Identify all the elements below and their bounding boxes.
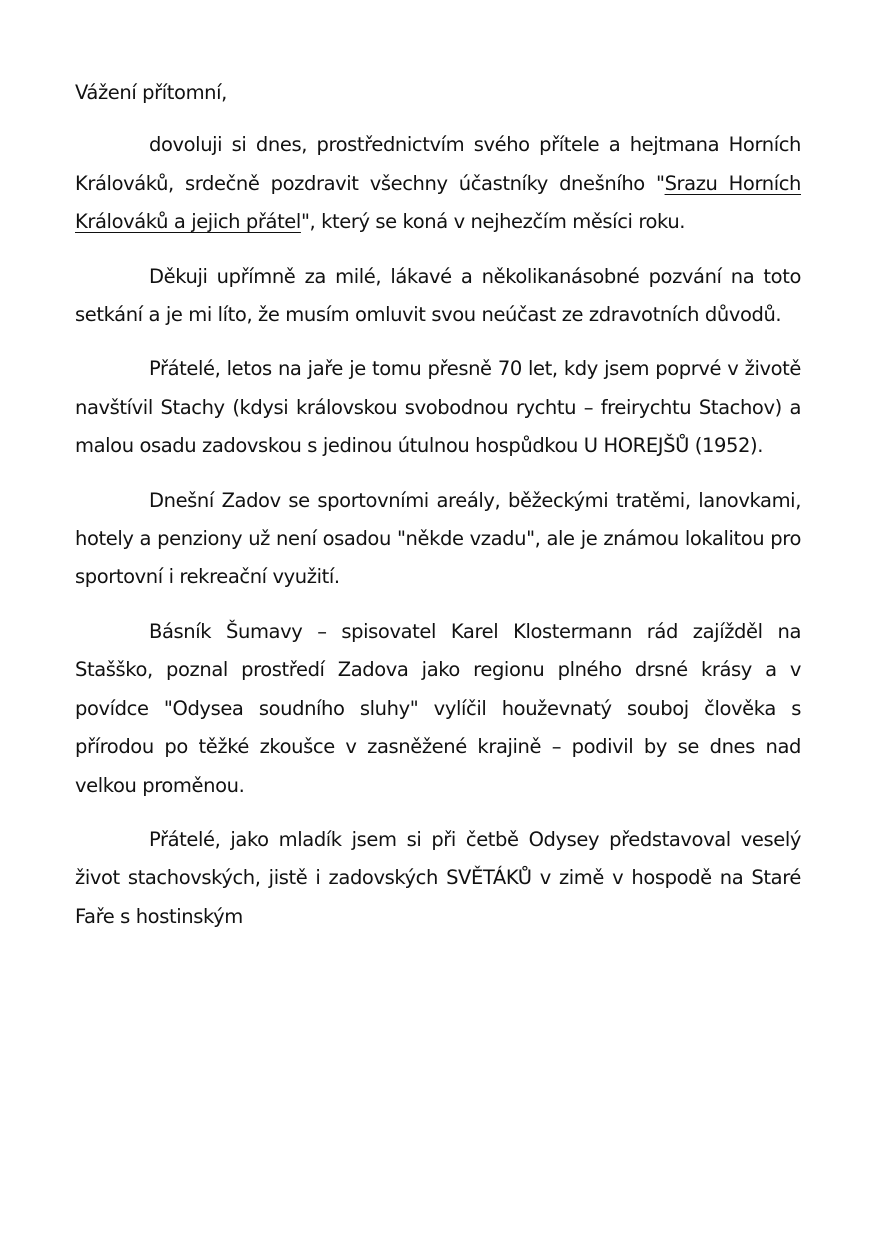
event-name-underlined: Srazu Horních Králováků a jejich přátel [75,171,801,234]
paragraph-zadov-today: Dnešní Zadov se sportovními areály, běžeckými tratěmi, lanovkami, hotely a penziony už není osadou "někde vzadu", ale je známou lokalitou pro sportovní i rekreační využití. [75,488,801,589]
letter-body [75,74,801,952]
paragraph-odysea: Přátelé, jako mladík jsem si při četbě Odysey představoval veselý život stachovských, jistě i zadovských SVĚTÁKŮ v zimě v hospodě na Staré Faře s hostinským [75,827,801,928]
paragraph-first-visit: Přátelé, letos na jaře je tomu přesně 70 let, kdy jsem poprvé v životě navštívil Stachy (kdysi královskou svobodnou rychtu – freirychtu Stachov) a malou osadu zadovskou s jedinou útulnou hospůdkou U HOREJŠŮ (1952). [75,357,801,458]
paragraph-greeting [75,126,801,241]
paragraph-greeting-text-start: dovoluji si dnes, prostřednictvím svého přítele a hejtmana Horních Králováků, srdečně pozdravit všechny účastníky dnešního " [75,133,801,195]
salutation: Vážení přítomní, [75,81,227,104]
paragraph-greeting-text-end: ", který se koná v nejhezčím měsíci roku. [300,210,686,234]
paragraph-klostermann: Básník Šumavy – spisovatel Karel Klostermann rád zajížděl na Stašško, poznal prostředí Zadova jako regionu plného drsné krásy a v povídce "Odysea soudního sluhy" vylíčil houževnatý souboj člověka s přírodou po těžké zkoušce v zasněžené krajině – podivil by se dnes nad velkou proměnou. [75,619,801,797]
paragraph-apology: Děkuji upřímně za milé, lákavé a několikanásobné pozvání na toto setkání a je mi líto, že musím omluvit svou neúčast ze zdravotních důvodů. [75,264,801,327]
